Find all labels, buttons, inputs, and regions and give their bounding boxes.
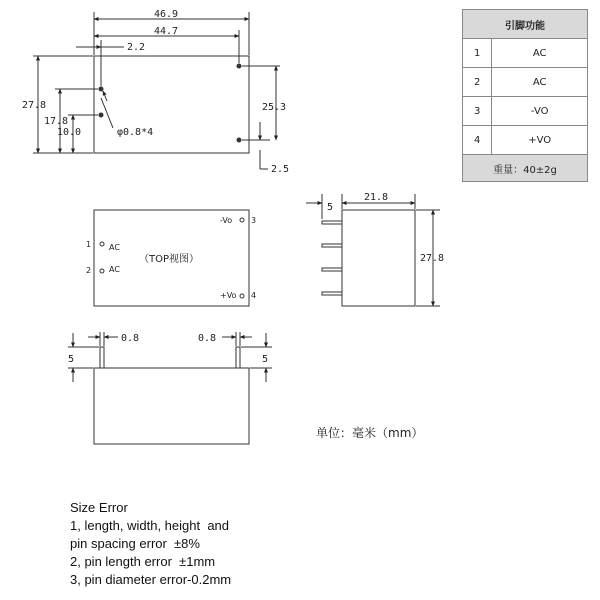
label-view-pin-3-num: 3 <box>251 216 257 225</box>
dim-pin-row-height: 25.3 <box>262 102 287 113</box>
dim-pin-offset-x: 2.2 <box>127 42 146 53</box>
dim-front-pin-width-left: 0.8 <box>121 333 140 344</box>
pin-number: 2 <box>463 68 492 97</box>
pin-number: 1 <box>463 39 492 68</box>
front-view <box>68 332 272 444</box>
pin-hole <box>237 64 241 68</box>
label-view-pin-2-num: 2 <box>86 266 92 275</box>
label-view-title: （TOP视图） <box>139 254 200 265</box>
size-error-notes <box>70 499 231 589</box>
pin-function: AC <box>492 68 588 97</box>
label-view-pin-3-name: -Vo <box>220 216 233 225</box>
label-view-pin-1-name: AC <box>109 243 120 252</box>
side-pin <box>322 268 342 271</box>
pin-marker <box>240 218 244 222</box>
notes-line: 1, length, width, height and <box>70 518 230 533</box>
pin-table-weight-row <box>463 155 588 182</box>
side-view-body <box>342 210 415 306</box>
dim-side-body-height: 27.8 <box>420 253 445 264</box>
pin-function: AC <box>492 39 588 68</box>
notes-line: pin spacing error ±8% <box>70 536 200 551</box>
top-view-body <box>94 56 249 153</box>
unit-label: 单位：毫米（mm） <box>316 426 424 440</box>
dim-pin-row-upper: 17.8 <box>44 116 69 127</box>
pin-marker <box>100 242 104 246</box>
dim-overall-height: 27.8 <box>22 100 47 111</box>
weight-value: 重量：40±2g <box>463 155 588 182</box>
dim-front-pin-width-right: 0.8 <box>198 333 217 344</box>
dim-pin-diameter: φ0.8*4 <box>117 127 154 138</box>
pin-number: 3 <box>463 97 492 126</box>
pin-hole <box>99 87 103 91</box>
dim-overall-width: 46.9 <box>154 9 179 20</box>
label-view-pin-2-name: AC <box>109 265 120 274</box>
pin-table-row <box>463 97 588 126</box>
pin-function: +VO <box>492 126 588 155</box>
dim-pin-row-lower: 10.0 <box>57 127 82 138</box>
pin-table-row <box>463 68 588 97</box>
front-view-body <box>94 368 249 444</box>
pin-table-row <box>463 39 588 68</box>
pin-hole <box>99 113 103 117</box>
pin-table-header: 引脚功能 <box>463 10 588 39</box>
dim-front-pin-length-left: 5 <box>68 354 75 365</box>
dim-side-pin-length: 5 <box>327 202 334 213</box>
pin-function: -VO <box>492 97 588 126</box>
notes-line: 2, pin length error ±1mm <box>70 554 216 569</box>
pin-table-row <box>463 126 588 155</box>
front-pin <box>100 347 104 368</box>
pin-function-table <box>462 9 588 182</box>
label-view-pin-4-name: +Vo <box>220 291 237 300</box>
label-view-pin-1-num: 1 <box>86 240 92 249</box>
notes-line: 3, pin diameter error-0.2mm <box>70 572 232 587</box>
notes-title: Size Error <box>70 500 128 515</box>
side-pin <box>322 292 342 295</box>
dim-pin-offset-y: 2.5 <box>271 164 290 175</box>
dim-side-body-depth: 21.8 <box>364 192 389 203</box>
pin-hole <box>237 138 241 142</box>
pin-marker <box>240 294 244 298</box>
front-pin <box>236 347 240 368</box>
label-view-pin-4-num: 4 <box>251 291 257 300</box>
side-pin <box>322 221 342 224</box>
pin-table-header-row <box>463 10 588 39</box>
dim-front-pin-length-right: 5 <box>262 354 269 365</box>
pin-number: 4 <box>463 126 492 155</box>
dim-pin-span-width: 44.7 <box>154 26 179 37</box>
pin-marker <box>100 269 104 273</box>
side-pin <box>322 244 342 247</box>
